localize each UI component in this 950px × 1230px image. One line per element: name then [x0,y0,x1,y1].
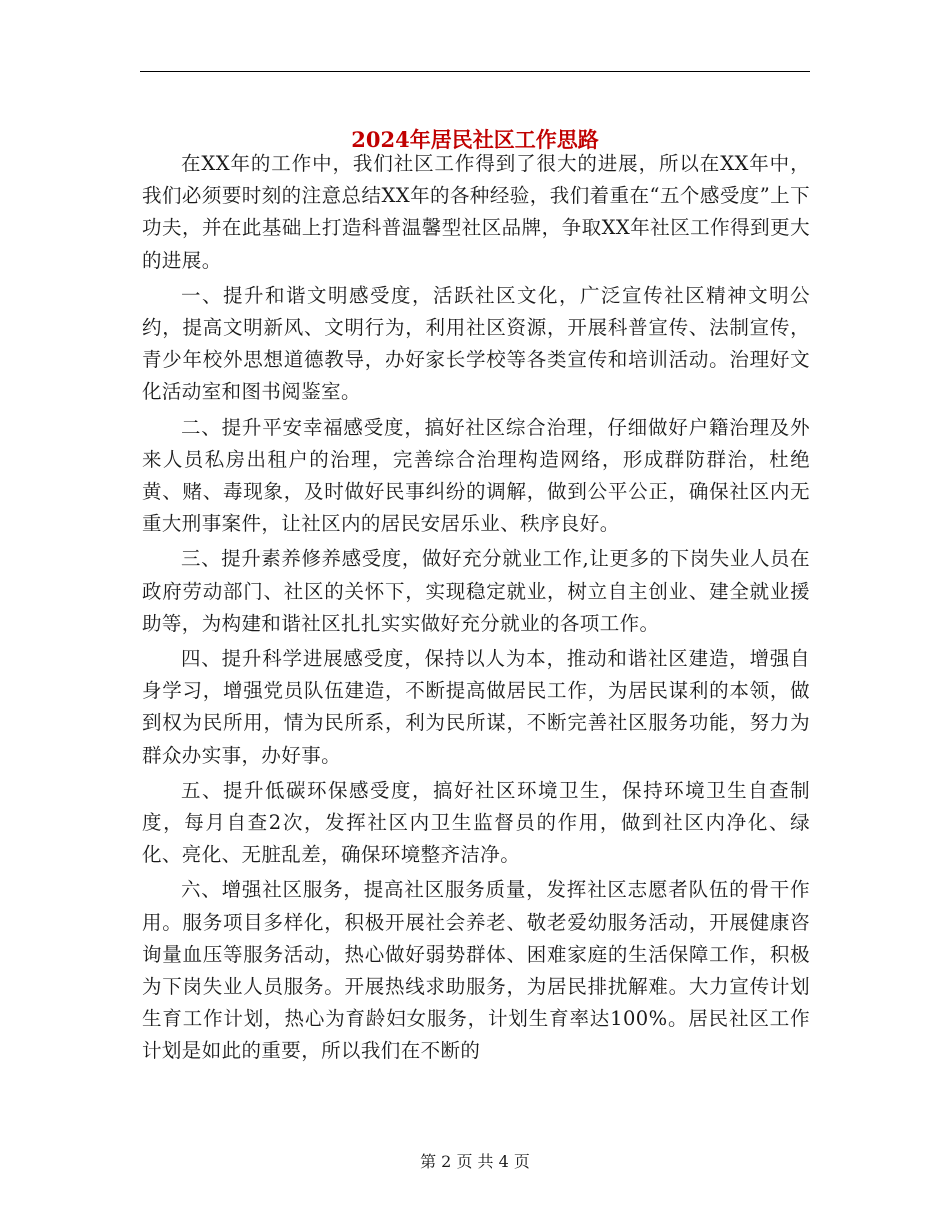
document-body [142,148,810,1071]
header-rule [140,71,810,72]
document-title: 2024年居民社区工作思路 [351,127,599,153]
paragraph-section-1: 一、提升和谐文明感受度，活跃社区文化，广泛宣传社区精神文明公约，提高文明新风、文明行为，利用社区资源，开展科普宣传、法制宣传，青少年校外思想道德教导，办好家长学校等各类宣传和培训活动。治理好文化活动室和图书阅鉴室。 [142,283,810,404]
paragraph-section-5: 五、提升低碳环保感受度，搞好社区环境卫生，保持环境卫生自查制度，每月自查2次，发挥社区内卫生监督员的作用，做到社区内净化、绿化、亮化、无脏乱差，确保环境整齐洁净。 [142,778,810,867]
paragraph-section-6: 六、增强社区服务，提高社区服务质量，发挥社区志愿者队伍的骨干作用。服务项目多样化，积极开展社会养老、敬老爱幼服务活动，开展健康咨询量血压等服务活动，热心做好弱势群体、困难家庭的生活保障工作，积极为下岗失业人员服务。开展热线求助服务，为居民排扰解难。大力宣传计划生育工作计划，热心为育龄妇女服务，计划生育率达100%。居民社区工作计划是如此的重要，所以我们在不断的 [142,878,810,1063]
paragraph-section-2: 二、提升平安幸福感受度，搞好社区综合治理，仔细做好户籍治理及外来人员私房出租户的治理，完善综合治理构造网络，形成群防群治，杜绝黄、赌、毒现象，及时做好民事纠纷的调解，做到公平公正，确保社区内无重大刑事案件，让社区内的居民安居乐业、秩序良好。 [142,415,810,536]
page-number: 第 2 页 共 4 页 [420,1152,530,1171]
paragraph-intro: 在XX年的工作中，我们社区工作得到了很大的进展，所以在XX年中，我们必须要时刻的注意总结XX年的各种经验，我们着重在“五个感受度”上下功夫，并在此基础上打造科普温馨型社区品牌，争取XX年社区工作得到更大的进展。 [142,152,810,272]
paragraph-section-4: 四、提升科学进展感受度，保持以人为本，推动和谐社区建造，增强自身学习，增强党员队伍建造，不断提高做居民工作，为居民谋利的本领，做到权为民所用，情为民所系，利为民所谋，不断完善社区服务功能，努力为群众办实事，办好事。 [142,647,810,767]
paragraph-section-3: 三、提升素养修养感受度，做好充分就业工作,让更多的下岗失业人员在政府劳动部门、社区的关怀下，实现稳定就业，树立自主创业、建全就业援助等，为构建和谐社区扎扎实实做好充分就业的各项工作。 [142,547,810,635]
